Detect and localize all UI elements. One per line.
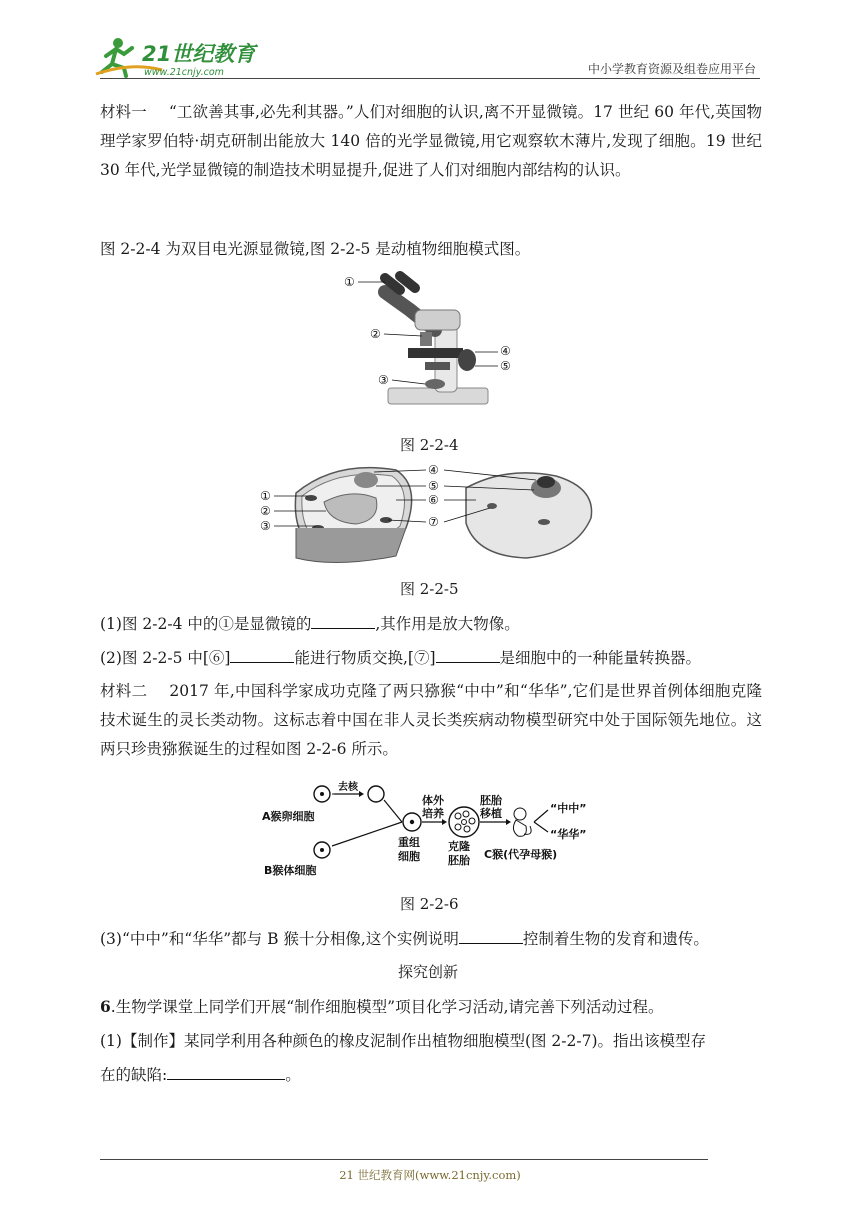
- footer-text: 21 世纪教育网(www.21cnjy.com): [339, 1168, 521, 1182]
- animal-cell-icon: [466, 473, 592, 558]
- question-3: [100, 927, 709, 949]
- footer-divider: [100, 1159, 708, 1160]
- fig226-caption: 图 2-2-6: [400, 895, 459, 913]
- cell-label-1: ①: [260, 489, 271, 503]
- material2-paragraph: [100, 677, 762, 764]
- q2-text: (2)图 2-2-5 中[⑥]: [100, 649, 231, 667]
- question-2: [100, 646, 701, 668]
- site-logo: [92, 34, 262, 80]
- q6-sub1-end: 。: [285, 1066, 301, 1084]
- header-divider: [100, 78, 760, 79]
- transfer-label-2: 移植: [480, 807, 502, 820]
- material1-intro: 图 2-2-4 为双目电光源显微镜,图 2-2-5 是动植物细胞模式图。: [100, 240, 531, 258]
- offspring-1: “中中”: [550, 802, 587, 815]
- cell-label-6: ⑥: [428, 493, 439, 507]
- section-title: 探究创新: [398, 963, 459, 981]
- recombined-label-2: 细胞: [398, 850, 420, 863]
- material1-paragraph: [100, 98, 762, 185]
- cloning-figure: [262, 778, 602, 880]
- cell-label-4: ④: [428, 463, 439, 477]
- cell-label-7: ⑦: [428, 515, 439, 529]
- logo-main: 21世纪教育: [142, 42, 256, 66]
- question-6-1-line2: [100, 1063, 301, 1085]
- q6-text: .生物学课堂上同学们开展“制作细胞模型”项目化学习活动,请完善下列活动过程。: [110, 998, 664, 1016]
- body-cell-label: B猴体细胞: [264, 864, 317, 877]
- q1-text: (1)图 2-2-4 中的①是显微镜的: [100, 615, 312, 633]
- enucleated-egg-icon: [368, 786, 384, 802]
- microscope-figure: [340, 270, 530, 420]
- cell-label-3: ③: [260, 519, 271, 533]
- material2-label: 材料二: [100, 682, 148, 700]
- q6-answer-blank[interactable]: [167, 1063, 285, 1080]
- transfer-label-1: 胚胎: [480, 794, 502, 807]
- cell-label-2: ②: [260, 504, 271, 518]
- q1-text-end: ,其作用是放大物像。: [375, 615, 520, 633]
- question-6: [100, 995, 664, 1017]
- q2-answer-blank-2[interactable]: [436, 646, 500, 663]
- embryo-label-1: 克隆: [448, 840, 470, 853]
- egg-label: A猴卵细胞: [262, 810, 315, 823]
- offspring-2: “华华”: [550, 828, 587, 841]
- micro-label-5: ⑤: [500, 359, 511, 373]
- q2-text-mid: 能进行物质交换,[⑦]: [294, 649, 436, 667]
- q3-text: (3)“中中”和“华华”都与 B 猴十分相像,这个实例说明: [100, 930, 459, 948]
- q6-sub1-text: (1)【制作】某同学利用各种颜色的橡皮泥制作出植物细胞模型(图 2-2-7)。指出该模型存: [100, 1032, 707, 1050]
- material1-label: 材料一: [100, 103, 147, 121]
- platform-name: 中小学教育资源及组卷应用平台: [587, 62, 756, 76]
- material1-text: “工欲善其事,必先利其器。”人们对细胞的认识,离不开显微镜。17 世纪 60 年代,英国物理学家罗伯特·胡克研制出能放大 140 倍的光学显微镜,用它观察软木薄片,发现了细胞。19 世纪 30 年代,光学显微镜的制造技术明显提升,促进了人们对细胞内部结构的认识。: [100, 103, 762, 179]
- q1-answer-blank[interactable]: [311, 612, 375, 629]
- q6-sub1-line2: 在的缺陷:: [100, 1066, 168, 1084]
- cell-figure: [256, 458, 606, 568]
- q6-number: 6: [100, 997, 111, 1016]
- microscope-icon: [385, 276, 488, 404]
- q2-answer-blank-1[interactable]: [230, 646, 294, 663]
- culture-label-2: 培养: [422, 807, 444, 820]
- monkey-icon: [513, 808, 531, 836]
- micro-label-3: ③: [378, 373, 389, 387]
- recombined-label-1: 重组: [398, 836, 420, 849]
- q2-text-end: 是细胞中的一种能量转换器。: [499, 649, 702, 667]
- q3-text-end: 控制着生物的发育和遗传。: [522, 930, 709, 948]
- question-6-1: [100, 1029, 706, 1051]
- q3-answer-blank[interactable]: [459, 927, 523, 944]
- logo-url: www.21cnjy.com: [144, 67, 224, 78]
- plant-cell-icon: [295, 468, 411, 563]
- question-1: [100, 612, 520, 634]
- enucleate-label: 去核: [338, 782, 358, 793]
- surrogate-label: C猴(代孕母猴): [484, 848, 558, 861]
- cell-label-5: ⑤: [428, 479, 439, 493]
- fig225-caption: 图 2-2-5: [400, 580, 459, 598]
- micro-label-4: ④: [500, 344, 511, 358]
- embryo-label-2: 胚胎: [448, 854, 470, 867]
- culture-label-1: 体外: [422, 794, 444, 807]
- material2-text: 2017 年,中国科学家成功克隆了两只猕猴“中中”和“华华”,它们是世界首例体细胞克隆技术诞生的灵长类动物。这标志着中国在非人灵长类疾病动物模型研究中处于国际领先地位。这两只珍贵猕猴诞生的过程如图 2-2-6 所示。: [100, 682, 762, 758]
- fig224-caption: 图 2-2-4: [400, 436, 459, 454]
- micro-label-2: ②: [370, 327, 381, 341]
- micro-label-1: ①: [344, 275, 355, 289]
